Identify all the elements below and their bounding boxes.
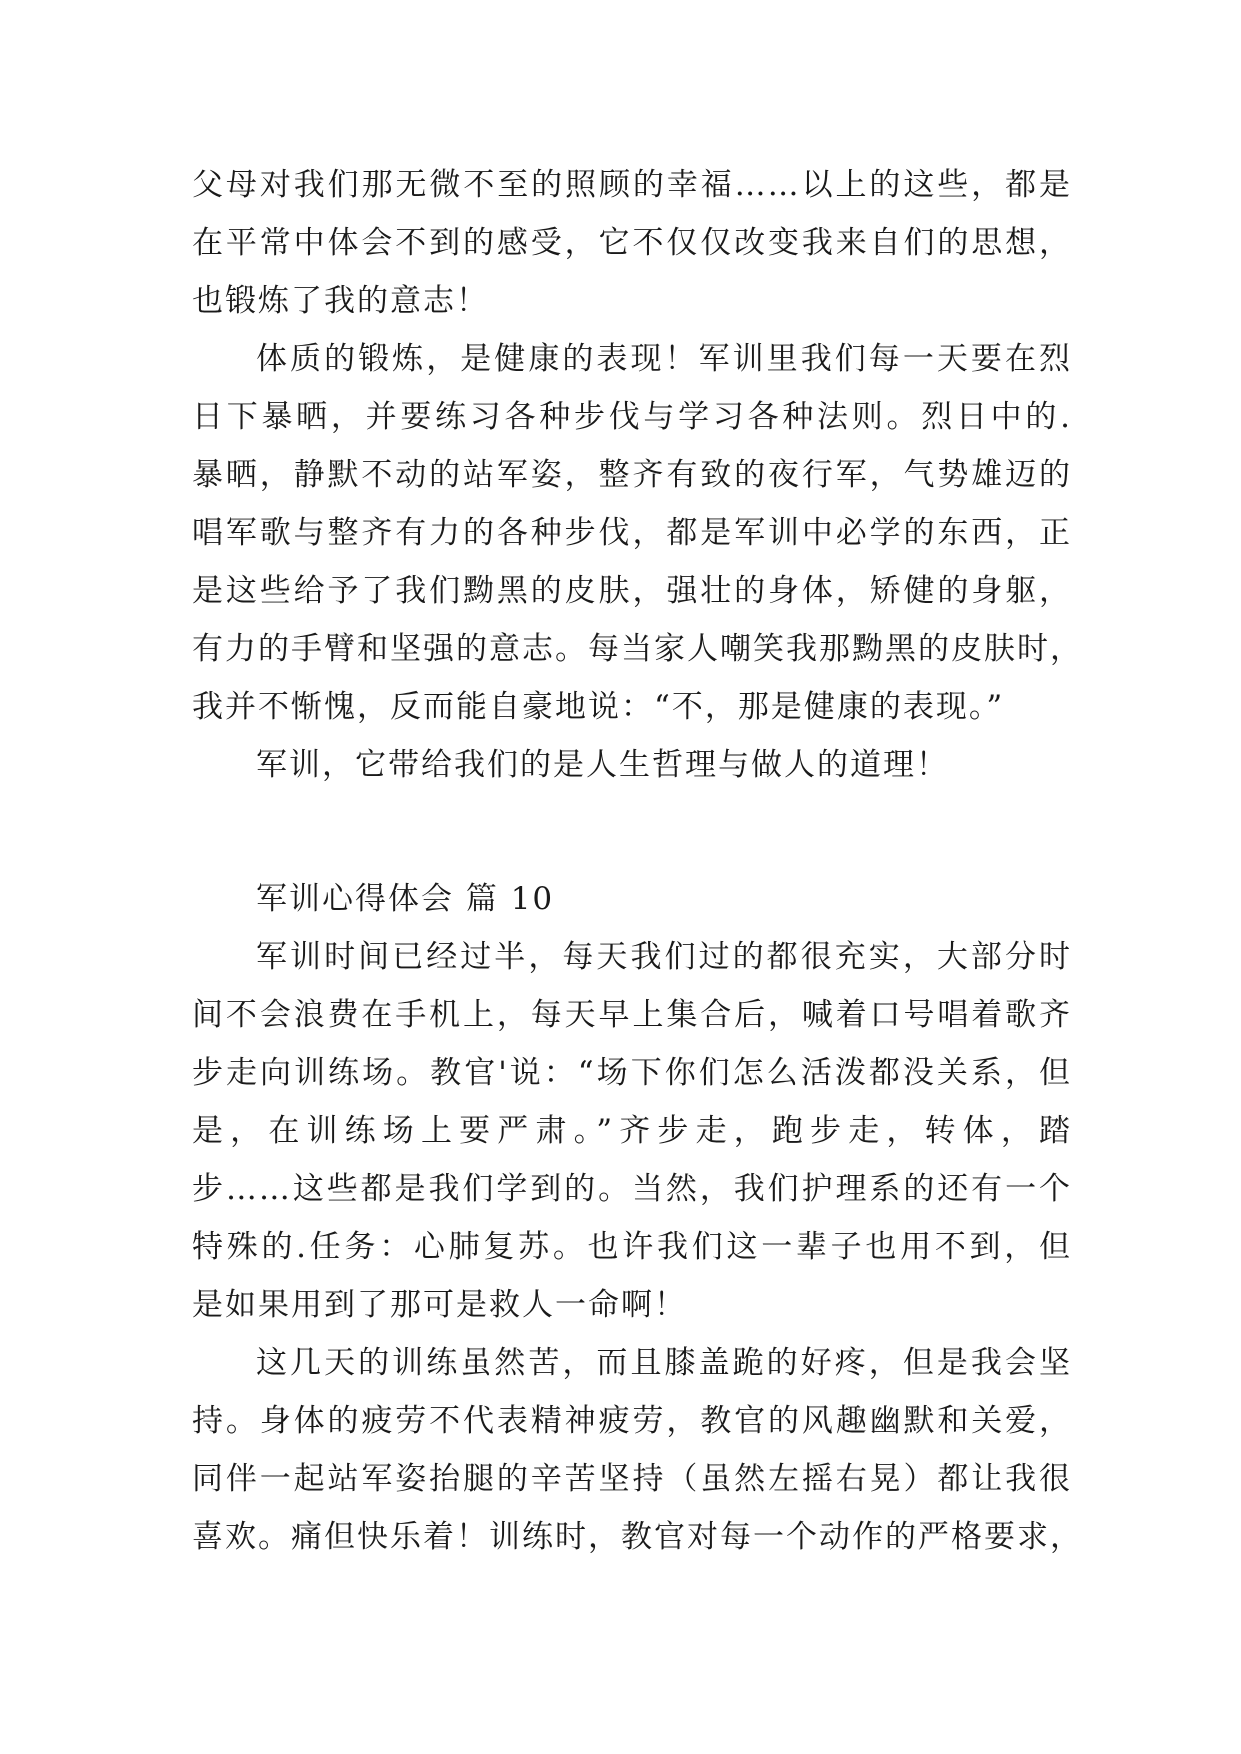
text-line: 同伴一起站军姿抬腿的辛苦坚持（虽然左摇右晃）都让我很 — [192, 1461, 1072, 1497]
text-line: 步走向训练场。教官'说：“场下你们怎么活泼都没关系，但 — [192, 1055, 1072, 1091]
text-line: 这几天的训练虽然苦，而且膝盖跪的好疼，但是我会坚 — [256, 1345, 1072, 1381]
paragraph-2 — [192, 330, 1083, 736]
paragraph-1 — [192, 156, 1072, 330]
text-line: 有力的手臂和坚强的意志。每当家人嘲笑我那黝黑的皮肤时， — [192, 631, 1083, 667]
text-line: 在平常中体会不到的感受，它不仅仅改变我来自们的思想， — [192, 225, 1072, 261]
text-line: 间不会浪费在手机上，每天早上集合后，喊着口号唱着歌齐 — [192, 997, 1072, 1033]
paragraph-3 — [192, 736, 1072, 794]
text-line: 是如果用到了那可是救人一命啊！ — [192, 1287, 687, 1323]
text-line: 是这些给予了我们黝黑的皮肤，强壮的身体，矫健的身躯， — [192, 573, 1072, 609]
text-line: 持。身体的疲劳不代表精神疲劳，教官的风趣幽默和关爱， — [192, 1403, 1072, 1439]
text-line: 日下暴晒，并要练习各种步伐与学习各种法则。烈日中的. — [192, 399, 1072, 435]
text-line: 体质的锻炼，是健康的表现！军训里我们每一天要在烈 — [256, 341, 1072, 377]
text-line: 喜欢。痛但快乐着！训练时，教官对每一个动作的严格要求， — [192, 1519, 1083, 1555]
document-body — [192, 156, 1083, 1566]
text-line: 我并不惭愧，反而能自豪地说：“不，那是健康的表现。” — [192, 689, 1005, 725]
text-line: 也锻炼了我的意志！ — [192, 283, 489, 319]
section-heading: 军训心得体会 篇 10 — [256, 881, 555, 917]
section-spacer — [192, 794, 1072, 870]
text-line: 唱军歌与整齐有力的各种步伐，都是军训中必学的东西，正 — [192, 515, 1072, 551]
text-line: 步……这些都是我们学到的。当然，我们护理系的还有一个 — [192, 1171, 1072, 1207]
text-line: 父母对我们那无微不至的照顾的幸福……以上的这些，都是 — [192, 167, 1072, 203]
paragraph-4 — [192, 928, 1072, 1334]
paragraph-5 — [192, 1334, 1083, 1566]
text-line: 是，在训练场上要严肃。”齐步走，跑步走，转体，踏 — [192, 1113, 1072, 1149]
text-line: 军训时间已经过半，每天我们过的都很充实，大部分时 — [256, 939, 1072, 975]
text-line: 特殊的.任务：心肺复苏。也许我们这一辈子也用不到，但 — [192, 1229, 1072, 1265]
text-line: 暴晒，静默不动的站军姿，整齐有致的夜行军，气势雄迈的 — [192, 457, 1072, 493]
text-line: 军训，它带给我们的是人生哲理与做人的道理！ — [256, 747, 949, 783]
